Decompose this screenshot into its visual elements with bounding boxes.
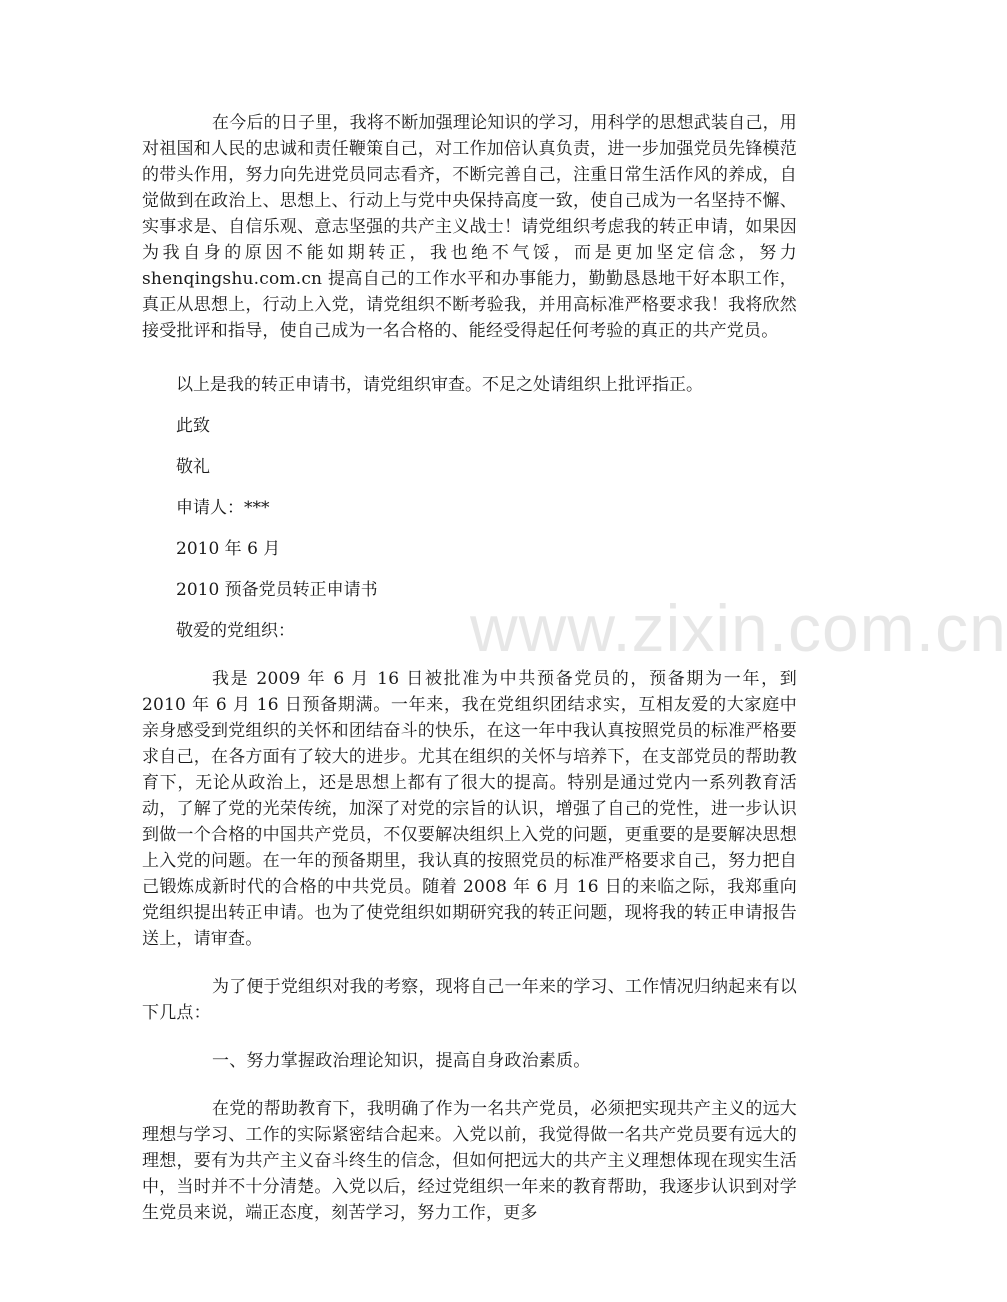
applicant-signature: 申请人：*** xyxy=(176,498,270,518)
paragraph-overview: 为了便于党组织对我的考察，现将自己一年来的学习、工作情况归纳起来有以下几点： xyxy=(142,977,797,1023)
watermark: www.zixin.com.cn xyxy=(470,591,1007,665)
application-date: 2010 年 6 月 xyxy=(176,539,281,559)
salutation-cizhi: 此致 xyxy=(176,416,210,436)
second-document-title: 2010 预备党员转正申请书 xyxy=(176,580,378,600)
greeting: 敬爱的党组织： xyxy=(176,621,295,641)
closing-line: 以上是我的转正申请书，请党组织审查。不足之处请组织上批评指正。 xyxy=(176,375,703,395)
paragraph-political-theory: 在党的帮助教育下，我明确了作为一名共产党员，必须把实现共产主义的远大理想与学习、工作的实际紧密结合起来。入党以前，我觉得做一名共产党员要有远大的理想，要有为共产主义奋斗终生的信念，但如何把远大的共产主义理想体现在现实生活中，当时并不十分清楚。入党以后，经过党组织一年来的教育帮助，我逐步认识到对学生党员来说，端正态度，刻苦学习，努力工作，更多 xyxy=(142,1099,797,1223)
document-body xyxy=(142,110,797,1226)
salutation-jingli: 敬礼 xyxy=(176,457,210,477)
paragraph-future-commitment: 在今后的日子里，我将不断加强理论知识的学习，用科学的思想武装自己，用对祖国和人民的忠诚和责任鞭策自己，对工作加倍认真负责，进一步加强党员先锋模范的带头作用，努力向先进党员同志看齐，不断完善自己，注重日常生活作风的养成，自觉做到在政治上、思想上、行动上与党中央保持高度一致，使自己成为一名坚持不懈、实事求是、自信乐观、意志坚强的共产主义战士！请党组织考虑我的转正申请，如果因为我自身的原因不能如期转正，我也绝不气馁，而是更加坚定信念，努力 shenqingshu.com.cn 提高自己的工作水平和办事能力，勤勤恳恳地干好本职工作，真正从思想上，行动上入党，请党组织不断考验我，并用高标准严格要求我！我将欣然接受批评和指导，使自己成为一名合格的、能经受得起任何考验的真正的共产党员。 xyxy=(142,113,797,341)
paragraph-probation-summary: 我是 2009 年 6 月 16 日被批准为中共预备党员的，预备期为一年，到 2010 年 6 月 16 日预备期满。一年来，我在党组织团结求实，互相友爱的大家庭中亲身感受到党组织的关怀和团结奋斗的快乐，在这一年中我认真按照党员的标准严格要求自己，在各方面有了较大的进步。尤其在组织的关怀与培养下，在支部党员的帮助教育下，无论从政治上，还是思想上都有了很大的提高。特别是通过党内一系列教育活动，了解了党的光荣传统，加深了对党的宗旨的认识，增强了自己的党性，进一步认识到做一个合格的中国共产党员，不仅要解决组织上入党的问题，更重要的是要解决思想上入党的问题。在一年的预备期里，我认真的按照党员的标准严格要求自己，努力把自己锻炼成新时代的合格的中共党员。随着 2008 年 6 月 16 日的来临之际，我郑重向党组织提出转正申请。也为了使党组织如期研究我的转正问题，现将我的转正申请报告送上，请审查。 xyxy=(142,669,797,949)
section-heading-1: 一、努力掌握政治理论知识，提高自身政治素质。 xyxy=(212,1051,591,1071)
